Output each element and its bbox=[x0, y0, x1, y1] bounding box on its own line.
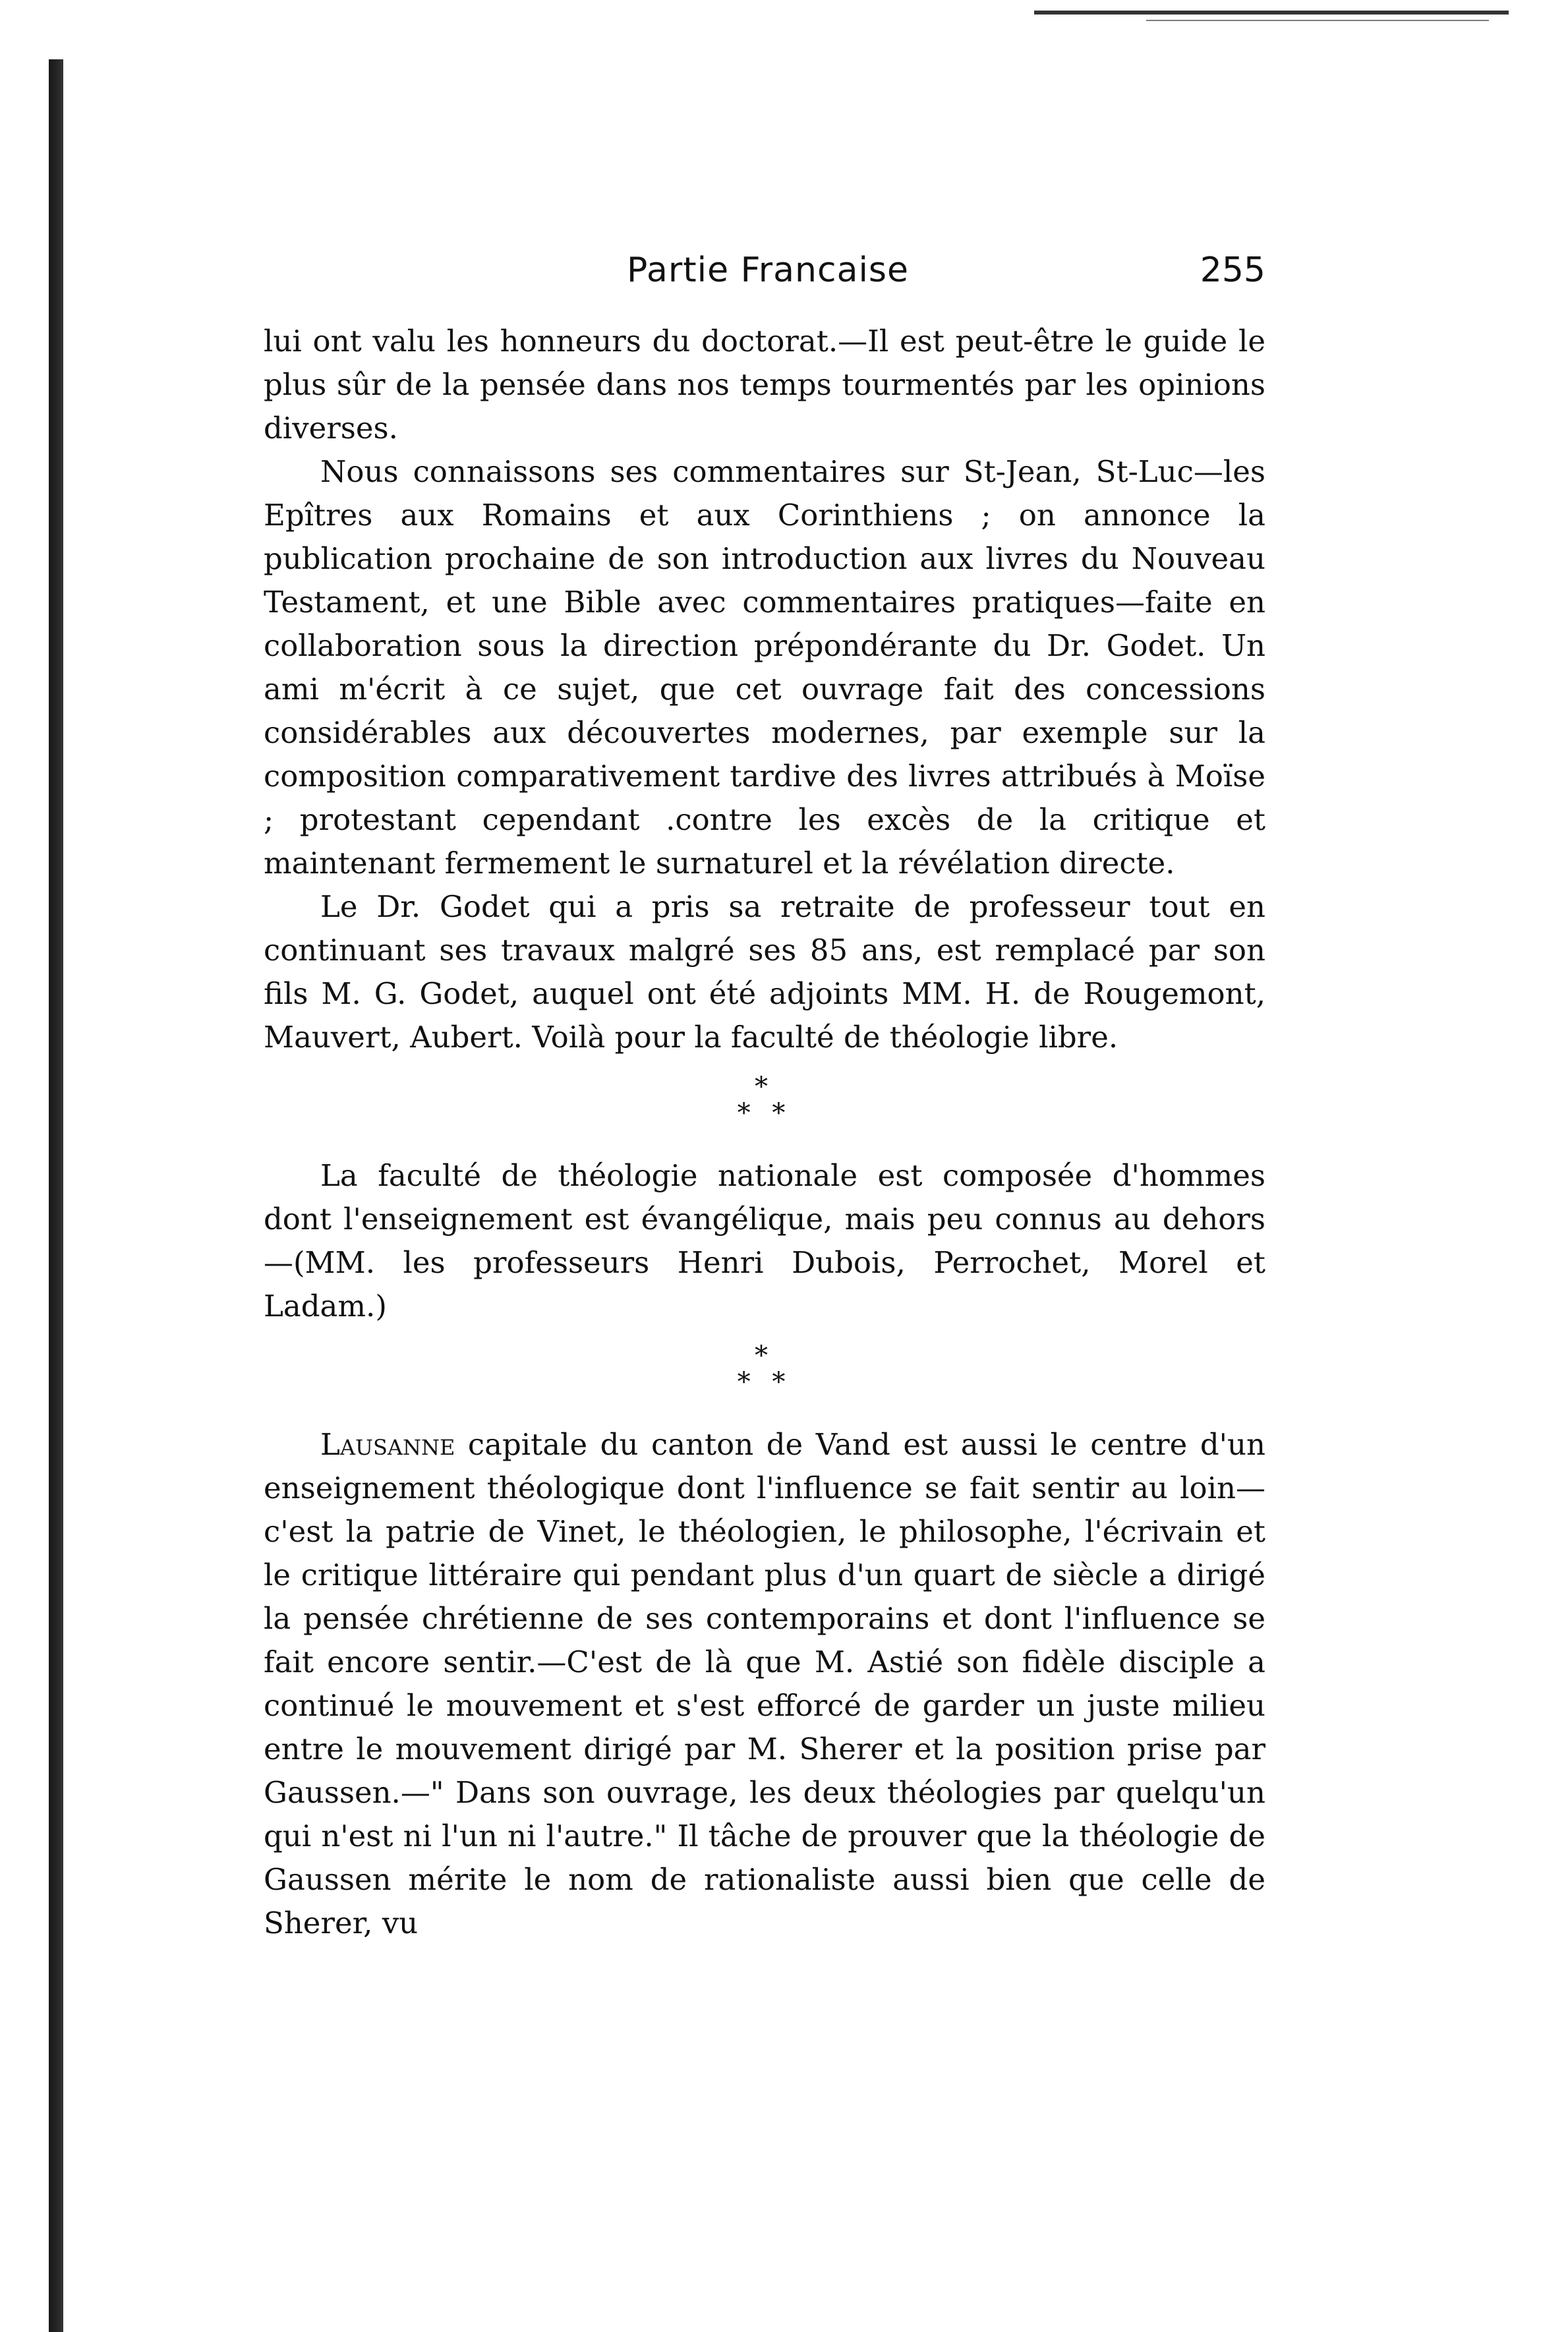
text-body bbox=[264, 320, 1265, 1945]
page-number: 255 bbox=[1200, 250, 1265, 290]
paragraph-5-rest: capitale du canton de Vand est aussi le centre d'un enseignement théologique dont l'influence se fait sentir au loin—c'est la patrie de Vinet, le théologien, le philosophe, l'écrivain et le critique littéraire qui pendant plus d'un quart de siècle a dirigé la pensée chrétienne de ses contemporains et dont l'influence se fait encore sentir.—C'est de là que M. Astié son fidèle disciple a continué le mouvement et s'est efforcé de garder un juste milieu entre le mouvement dirigé par M. Sherer et la position prise par Gaussen.—" Dans son ouvrage, les deux théologies par quelqu'un qui n'est ni l'un ni l'autre." Il tâche de prouver que la théologie de Gaussen mérite le nom de rationaliste aussi bien que celle de Sherer, vu bbox=[264, 1427, 1265, 1940]
scan-top-rule bbox=[1034, 11, 1509, 15]
asterism-bottom: * * bbox=[737, 1367, 792, 1397]
paragraph-1: lui ont valu les honneurs du doctorat.—Il est peut-être le guide le plus sûr de la pensée dans nos temps tourmentés par les opinions diverses. bbox=[264, 324, 1265, 446]
paragraph-3: Le Dr. Godet qui a pris sa retraite de professeur tout en continuant ses travaux malgré ses 85 ans, est remplacé par son fils M. G. Godet, auquel ont été adjoints MM. H. de Rougemont, Mauvert, Aubert. Voilà pour la faculté de théologie libre. bbox=[264, 889, 1265, 1055]
asterism-bottom: * * bbox=[737, 1098, 792, 1128]
scan-binding-edge bbox=[49, 59, 63, 2332]
paragraph-5-lead: Lausanne bbox=[320, 1427, 455, 1462]
paragraph-4: La faculté de théologie nationale est composée d'hommes dont l'enseignement est évangélique, mais peu connus au dehors—(MM. les professeurs Henri Dubois, Perrochet, Morel et Ladam.) bbox=[264, 1158, 1265, 1324]
asterism-top: * bbox=[755, 1341, 774, 1371]
paragraph-2: Nous connaissons ses commentaires sur St-Jean, St-Luc—les Epîtres aux Romains et aux Corinthiens ; on annonce la publication prochaine de son introduction aux livres du Nouveau Testament, et une Bible avec commentaires pratiques—faite en collaboration sous la direction prépondérante du Dr. Godet. Un ami m'écrit à ce sujet, que cet ouvrage fait des concessions considérables aux découvertes modernes, par exemple sur la composition comparativement tardive des livres attribués à Moïse ; protestant cependant .contre les excès de la critique et maintenant fermement le surnaturel et la révélation directe. bbox=[264, 454, 1265, 881]
asterism-top: * bbox=[755, 1072, 774, 1102]
asterism-divider-2 bbox=[264, 1343, 1265, 1395]
scan-top-rule-thin bbox=[1146, 20, 1489, 21]
asterism-divider-1 bbox=[264, 1074, 1265, 1126]
page-header bbox=[270, 244, 1265, 297]
paragraph-5 bbox=[264, 1423, 1265, 1945]
running-title: Partie Francaise bbox=[627, 250, 909, 290]
